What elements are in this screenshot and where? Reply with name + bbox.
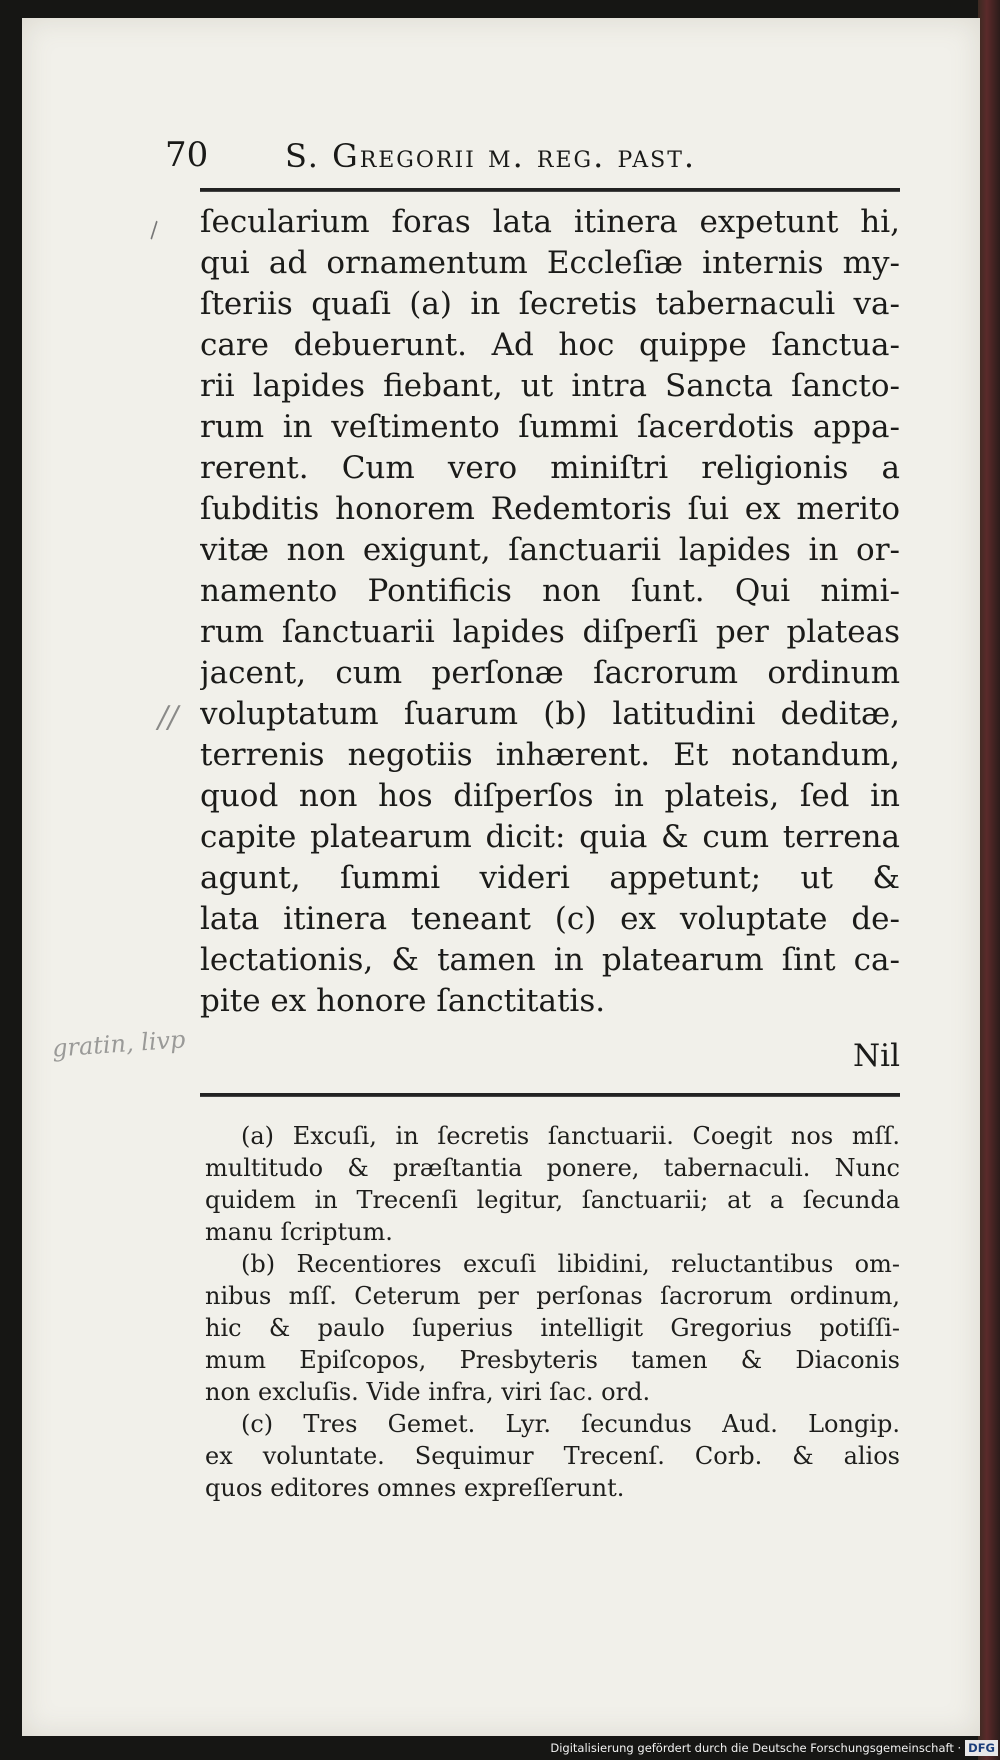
footnote-line: ex voluntate. Sequimur Trecenſ. Corb. & alios	[205, 1442, 900, 1470]
text-line: rum in veſtimento ſummi ſacerdotis appa-	[200, 409, 900, 445]
footnote-line: (b) Recentiores excuſi libidini, reluctantibus om-	[241, 1250, 900, 1278]
footnote-line: quos editores omnes expreſſerunt.	[205, 1474, 625, 1502]
footnote-line: (c) Tres Gemet. Lyr. ſecundus Aud. Longip.	[241, 1410, 900, 1438]
text-line: quod non hos diſperſos in plateis, ſed in	[200, 778, 900, 814]
text-line: jacent, cum perſonæ ſacrorum ordinum	[200, 655, 900, 691]
dfg-logo: DFG	[965, 1740, 998, 1756]
footnote-line: hic & paulo ſuperius intelligit Gregorius potiſſi-	[205, 1314, 900, 1342]
page-number: 70	[165, 135, 209, 175]
text-line: agunt, ſummi videri appetunt; ut &	[200, 860, 900, 896]
text-line: ſecularium foras lata itinera expetunt hi,	[200, 204, 900, 240]
running-title: S. Gregorii m. reg. past.	[285, 137, 697, 175]
text-line: ſubditis honorem Redemtoris ſui ex merito	[200, 491, 900, 527]
footnote-line: non excluſis. Vide infra, viri ſac. ord.	[205, 1378, 651, 1406]
footnote-line: mum Epiſcopos, Presbyteris tamen & Diaconis	[205, 1346, 900, 1374]
text-line: pite ex honore ſanctitatis.	[200, 983, 606, 1019]
footnotes	[205, 1120, 900, 1504]
text-line: rerent. Cum vero miniſtri religionis a	[200, 450, 900, 486]
catchword: Nil	[853, 1038, 900, 1074]
book-edge	[978, 0, 1000, 1760]
footnote-line: (a) Excuſi, in ſecretis ſanctuarii. Coegit nos mſſ.	[241, 1122, 900, 1150]
margin-mark-slash: //	[158, 700, 179, 735]
text-line: rum ſanctuarii lapides diſperſi per plateas	[200, 614, 900, 650]
text-line: rii lapides fiebant, ut intra Sancta ſancto-	[200, 368, 900, 404]
text-line: qui ad ornamentum Eccleſiæ internis my-	[200, 245, 900, 281]
text-line: namento Pontificis non ſunt. Qui nimi-	[200, 573, 900, 609]
text-line: voluptatum ſuarum (b) latitudini deditæ,	[200, 696, 900, 732]
footnote-line: quidem in Trecenſi legitur, ſanctuarii; at a ſecunda	[205, 1186, 900, 1214]
footnote-line: manu ſcriptum.	[205, 1218, 393, 1246]
text-line: lata itinera teneant (c) ex voluptate de-	[200, 901, 900, 937]
main-text	[200, 202, 900, 1022]
text-line: terrenis negotiis inhærent. Et notandum,	[200, 737, 900, 773]
header-rule	[200, 188, 900, 192]
text-line: vitæ non exigunt, ſanctuarii lapides in or-	[200, 532, 900, 568]
footnote-line: multitudo & præſtantia ponere, tabernaculi. Nunc	[205, 1154, 900, 1182]
margin-mark-dash: \	[143, 218, 164, 243]
text-line: care debuerunt. Ad hoc quippe ſanctua-	[200, 327, 900, 363]
footnote-line: nibus mſſ. Ceterum per perſonas ſacrorum ordinum,	[205, 1282, 900, 1310]
credit-text: Digitalisierung gefördert durch die Deutsche Forschungsgemeinschaft ·	[550, 1741, 962, 1755]
text-line: capite platearum dicit: quia & cum terrena	[200, 819, 900, 855]
digitization-credit	[0, 1739, 998, 1757]
text-line: ſteriis quaſi (a) in ſecretis tabernaculi va-	[200, 286, 900, 322]
margin-handwritten-note: gratin, livp	[51, 1025, 187, 1063]
footnote-rule	[200, 1093, 900, 1097]
text-line: lectationis, & tamen in platearum ſint ca-	[200, 942, 900, 978]
